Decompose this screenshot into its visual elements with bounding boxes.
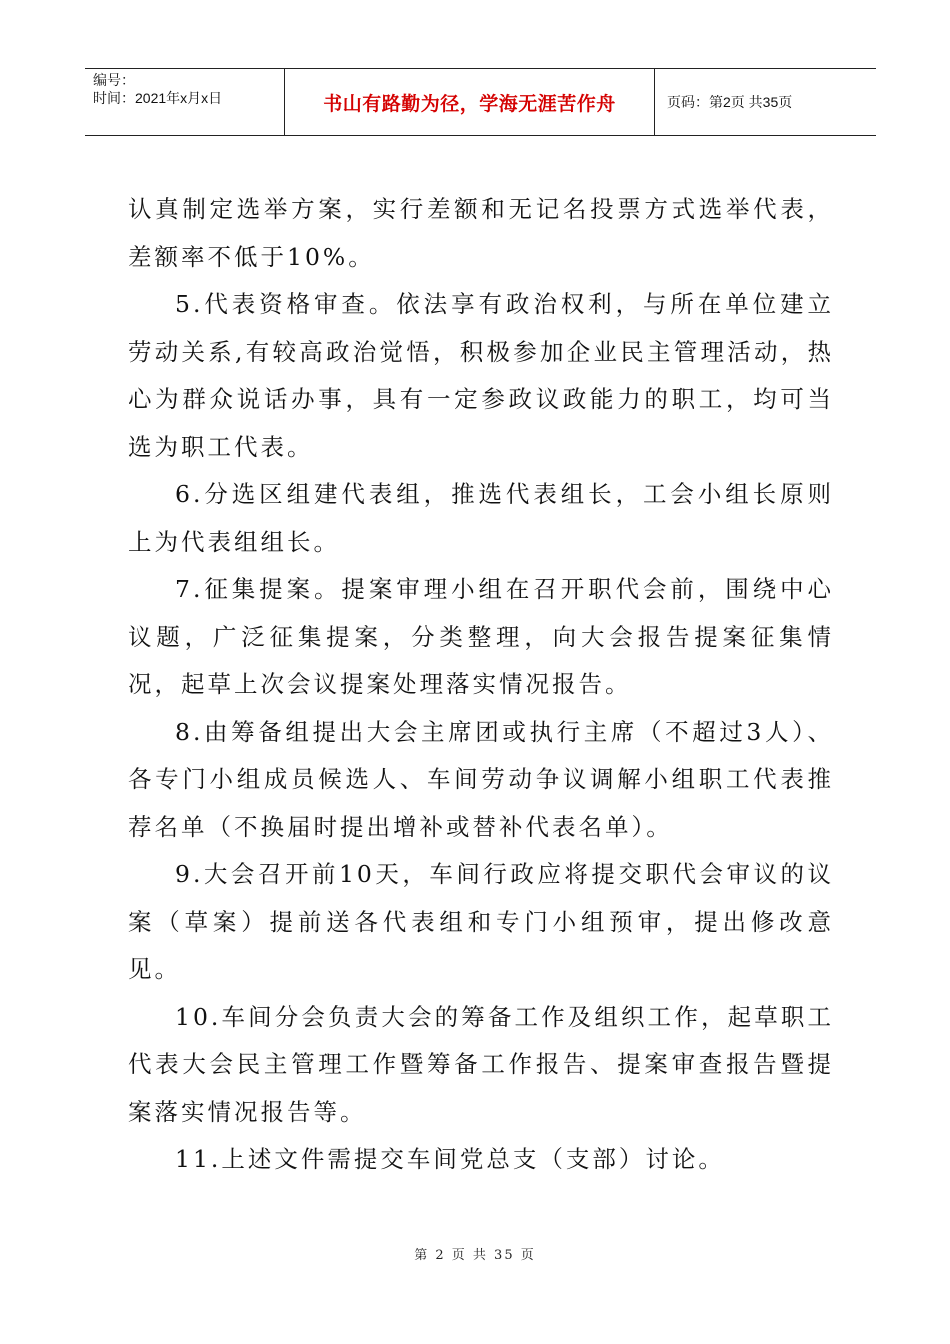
paragraph-item-7: 7.征集提案。提案审理小组在召开职代会前，围绕中心议题，广泛征集提案，分类整理，向大会报告提案征集情况，起草上次会议提案处理落实情况报告。 — [128, 575, 834, 698]
paragraph-item-9: 9.大会召开前10天，车间行政应将提交职代会审议的议案（草案）提前送各代表组和专门小组预审，提出修改意见。 — [128, 860, 834, 983]
paragraph-item-6: 6.分选区组建代表组，推选代表组长，工会小组长原则上为代表组组长。 — [128, 480, 834, 556]
paragraph-item-10: 10.车间分会负责大会的筹备工作及组织工作，起草职工代表大会民主管理工作暨筹备工作报告、提案审查报告暨提案落实情况报告等。 — [128, 1002, 834, 1126]
paragraph-item-8: 8.由筹备组提出大会主席团或执行主席（不超过3人）、各专门小组成员候选人、车间劳动争议调解小组职工代表推荐名单（不换届时提出增补或替补代表名单）。 — [128, 717, 834, 841]
header-meta — [85, 69, 285, 135]
paragraph-item-11: 11.上述文件需提交车间党总支（支部）讨论。 — [175, 1145, 725, 1173]
document-number: 编号： — [93, 72, 135, 88]
header-motto: 书山有路勤为径，学海无涯苦作舟 — [323, 92, 616, 115]
document-body — [128, 186, 834, 1184]
page-footer: 第 2 页 共 35 页 — [414, 1248, 536, 1263]
paragraph-item-5: 5.代表资格审查。依法享有政治权利，与所在单位建立劳动关系,有较高政治觉悟，积极参加企业民主管理活动，热心为群众说话办事，具有一定参政议政能力的职工，均可当选为职工代表。 — [128, 290, 834, 461]
header-page-code: 页码：第2页 共35页 — [667, 94, 793, 110]
document-date: 时间：2021年x月x日 — [93, 90, 223, 106]
paragraph-continuation: 认真制定选举方案，实行差额和无记名投票方式选举代表，差额率不低于10%。 — [128, 195, 834, 271]
header-motto-cell — [285, 69, 655, 135]
page-header — [85, 68, 876, 136]
header-page-cell — [655, 69, 876, 135]
